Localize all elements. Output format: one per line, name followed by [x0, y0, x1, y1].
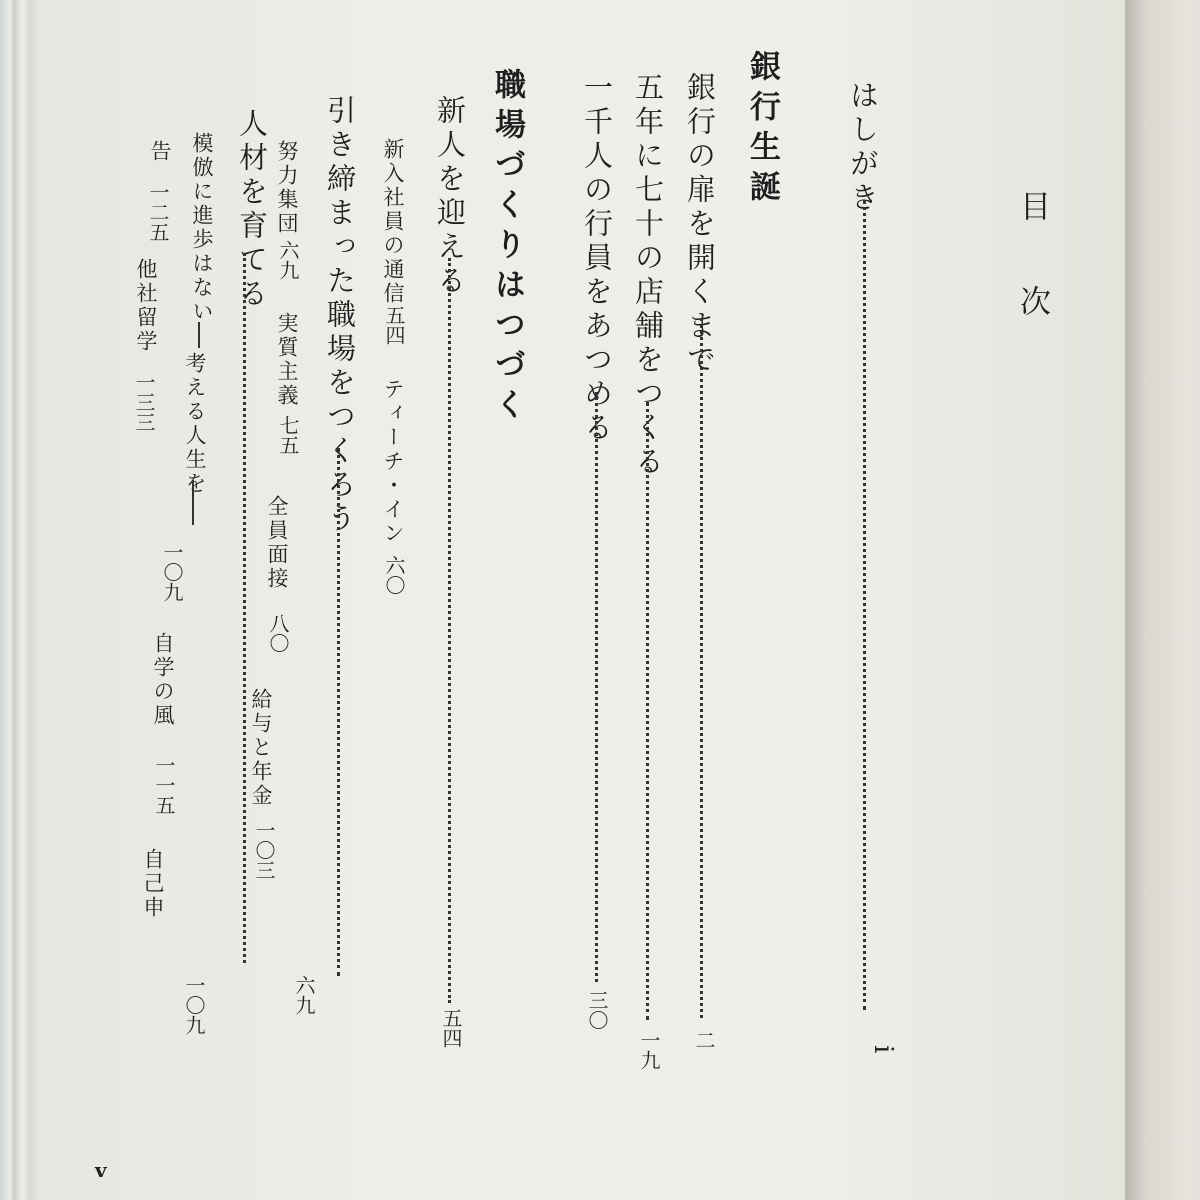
toc-entry-hashigaki: はしがき	[846, 80, 880, 216]
page-number-s2-1: 五四	[439, 1008, 463, 1048]
toc-sub-s2-1a: 新入社員の通信	[381, 138, 405, 306]
page-number-s1-2: 一九	[637, 1030, 661, 1070]
toc-sub-s2-3a-subtitle: 考える人生を	[183, 352, 207, 496]
page-number-s2-3d: 一三三	[132, 372, 156, 432]
page-number-s2-2: 六九	[292, 975, 316, 1015]
facing-page-edge	[1125, 0, 1200, 1200]
toc-sub-s2-1b: ティーチ・イン	[381, 378, 405, 546]
page-number-s2-2a: 六九	[276, 240, 300, 280]
em-dash	[198, 322, 200, 348]
toc-title-char-1: 目	[1014, 190, 1050, 221]
toc-entry-s1-3: 一千人の行員をあつめる	[580, 72, 614, 446]
leader-dots	[646, 402, 649, 1020]
toc-entry-s2-3: 人材を育てる	[235, 108, 269, 312]
page-edges	[0, 0, 40, 1200]
em-dash	[192, 480, 194, 525]
leader-dots	[243, 253, 246, 963]
page-number-s2-3a: 一〇九	[160, 542, 184, 602]
page-number-s2-3c: 一二五	[146, 182, 170, 242]
page-number-s1-3: 三〇	[585, 990, 609, 1030]
page-number-s2-2c: 八〇	[266, 613, 290, 653]
toc-sub-s2-2b: 実質主義	[275, 312, 299, 408]
leader-dots	[863, 200, 866, 1010]
toc-sub-s2-3a: 模倣に進歩はない	[190, 132, 214, 324]
section-heading-1: 銀行生誕	[744, 50, 780, 210]
toc-entry-s1-1: 銀行の扉を開くまで	[683, 72, 717, 378]
page-number-s2-1b: 六〇	[382, 555, 406, 595]
toc-sub-s2-2c: 全員面接	[265, 495, 289, 591]
toc-entry-s2-2: 引き締まった職場をつくろう	[323, 95, 357, 537]
leader-dots	[595, 392, 598, 982]
toc-sub-s2-3c: 自己申	[141, 848, 165, 920]
toc-sub-s2-3d: 他社留学	[134, 258, 158, 354]
page-number-hashigaki: i	[868, 1045, 898, 1054]
leader-dots	[337, 448, 340, 976]
toc-sub-s2-2a: 努力集団	[275, 140, 299, 236]
page-number-s2-3b: 一一五	[152, 755, 176, 815]
leader-dots	[700, 318, 703, 1018]
page-number-s2-2b: 七五	[276, 415, 300, 455]
leader-dots	[448, 258, 451, 1003]
toc-sub-s2-2d: 給与と年金	[249, 688, 273, 808]
page-number-s2-3: 一〇九	[182, 975, 206, 1035]
page-folio: v	[95, 1158, 107, 1182]
page-number-s1-1: 二	[692, 1030, 716, 1050]
toc-entry-s2-1: 新人を迎える	[433, 95, 467, 299]
toc-title-char-2: 次	[1014, 285, 1050, 316]
toc-sub-s2-3c-continued: 告	[148, 140, 172, 164]
page-number-s2-2d: 一〇三	[252, 820, 276, 880]
page-number-s2-1a: 五四	[382, 305, 406, 345]
toc-sub-s2-3b: 自学の風	[151, 632, 175, 728]
section-heading-2: 職場づくりはつづく	[489, 68, 525, 428]
toc-entry-s1-2: 五年に七十の店舗をつくる	[631, 72, 665, 480]
